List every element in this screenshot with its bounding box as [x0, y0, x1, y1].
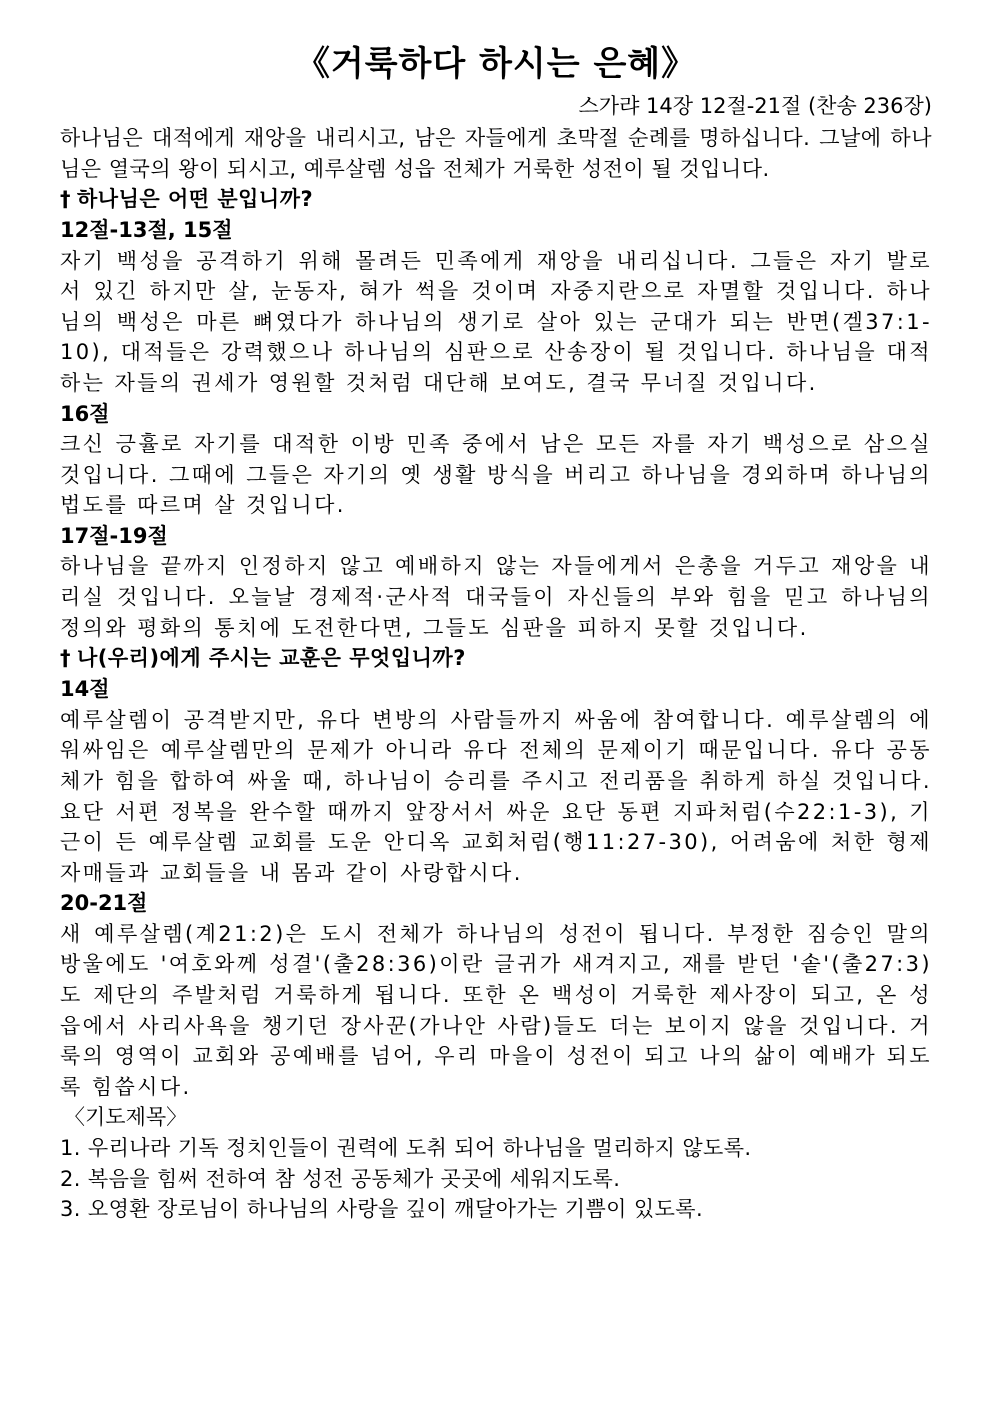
section-heading-text: 나(우리)에게 주시는 교훈은 무엇입니까? [77, 646, 466, 671]
verse-paragraph: 새 예루살렘(계21:2)은 도시 전체가 하나님의 성전이 됩니다. 부정한 짐승인 말의 방울에도 '여호와께 성결'(출28:36)이란 글귀가 새겨지고, 재를 받던 '솥'(출27:3)도 제단의 주발처럼 거룩하게 됩니다. 또한 온 백성이 거룩한 제사장이 되고, 온 성읍에서 사리사욕을 챙기던 장사꾼(가나안 사람)들도 더는 보이지 않을 것입니다. 거룩의 영역이 교회와 공예배를 넘어, 우리 마을이 성전이 되고 나의 삶이 예배가 되도록 힘씁시다. [60, 921, 932, 1099]
prayer-title: 〈기도제목〉 [64, 1105, 188, 1130]
bulletin-page [60, 40, 932, 1225]
section-heading-text: 하나님은 어떤 분입니까? [77, 187, 314, 212]
verse-label: 16절 [60, 401, 110, 426]
verse-paragraph: 크신 긍휼로 자기를 대적한 이방 민족 중에서 남은 모든 자를 자기 백성으로 삼으실 것입니다. 그때에 그들은 자기의 옛 생활 방식을 버리고 하나님을 경외하며 하나님의 법도를 따르며 살 것입니다. [60, 432, 932, 518]
cross-icon: † [60, 646, 71, 671]
section-heading-who-is-god [60, 184, 932, 215]
page-title: 《거룩하다 하시는 은혜》 [295, 44, 697, 84]
cross-icon: † [60, 187, 71, 212]
prayer-item: 3. 오영환 장로님이 하나님의 사랑을 깊이 깨달아가는 기쁨이 있도록. [60, 1197, 704, 1222]
verse-paragraph: 하나님을 끝까지 인정하지 않고 예배하지 않는 자들에게서 은총을 거두고 재앙을 내리실 것입니다. 오늘날 경제적·군사적 대국들이 자신들의 부와 힘을 믿고 하나님의 정의와 평화의 통치에 도전한다면, 그들도 심판을 피하지 못할 것입니다. [60, 554, 932, 640]
prayer-item: 2. 복음을 힘써 전하여 참 성전 공동체가 곳곳에 세워지도록. [60, 1166, 621, 1191]
verse-label: 17절-19절 [60, 523, 168, 548]
verse-label: 14절 [60, 677, 110, 702]
intro-paragraph: 하나님은 대적에게 재앙을 내리시고, 남은 자들에게 초막절 순례를 명하십니다. 그날에 하나님은 열국의 왕이 되시고, 예루살렘 성읍 전체가 거룩한 성전이 될 것입니다. [60, 126, 932, 181]
prayer-list [60, 1133, 932, 1225]
verse-paragraph: 예루살렘이 공격받지만, 유다 변방의 사람들까지 싸움에 참여합니다. 예루살렘의 에워싸임은 예루살렘만의 문제가 아니라 유다 전체의 문제이기 때문입니다. 유다 공동체가 힘을 합하여 싸울 때, 하나님이 승리를 주시고 전리품을 취하게 하실 것입니다. 요단 서편 정복을 완수할 때까지 앞장서서 싸운 요단 동편 지파처럼(수22:1-3), 기근이 든 예루살렘 교회를 도운 안디옥 교회처럼(행11:27-30), 어려움에 처한 형제 자매들과 교회들을 내 몸과 같이 사랑합시다. [60, 707, 932, 885]
verse-label: 20-21절 [60, 891, 148, 916]
prayer-item: 1. 우리나라 기독 정치인들이 권력에 도취 되어 하나님을 멀리하지 않도록. [60, 1136, 752, 1161]
verse-paragraph: 자기 백성을 공격하기 위해 몰려든 민족에게 재앙을 내리십니다. 그들은 자기 발로 서 있긴 하지만 살, 눈동자, 혀가 썩을 것이며 자중지란으로 자멸할 것입니다. 하나님의 백성은 마른 뼈였다가 하나님의 생기로 살아 있는 군대가 되는 반면(겔37:1-10), 대적들은 강력했으나 하나님의 심판으로 산송장이 될 것입니다. 하나님을 대적하는 자들의 권세가 영원할 것처럼 대단해 보여도, 결국 무너질 것입니다. [60, 248, 932, 396]
scripture-reference: 스가랴 14장 12절-21절 (찬송 236장) [578, 94, 932, 118]
verse-label: 12절-13절, 15절 [60, 218, 233, 243]
section-heading-lesson [60, 643, 932, 674]
